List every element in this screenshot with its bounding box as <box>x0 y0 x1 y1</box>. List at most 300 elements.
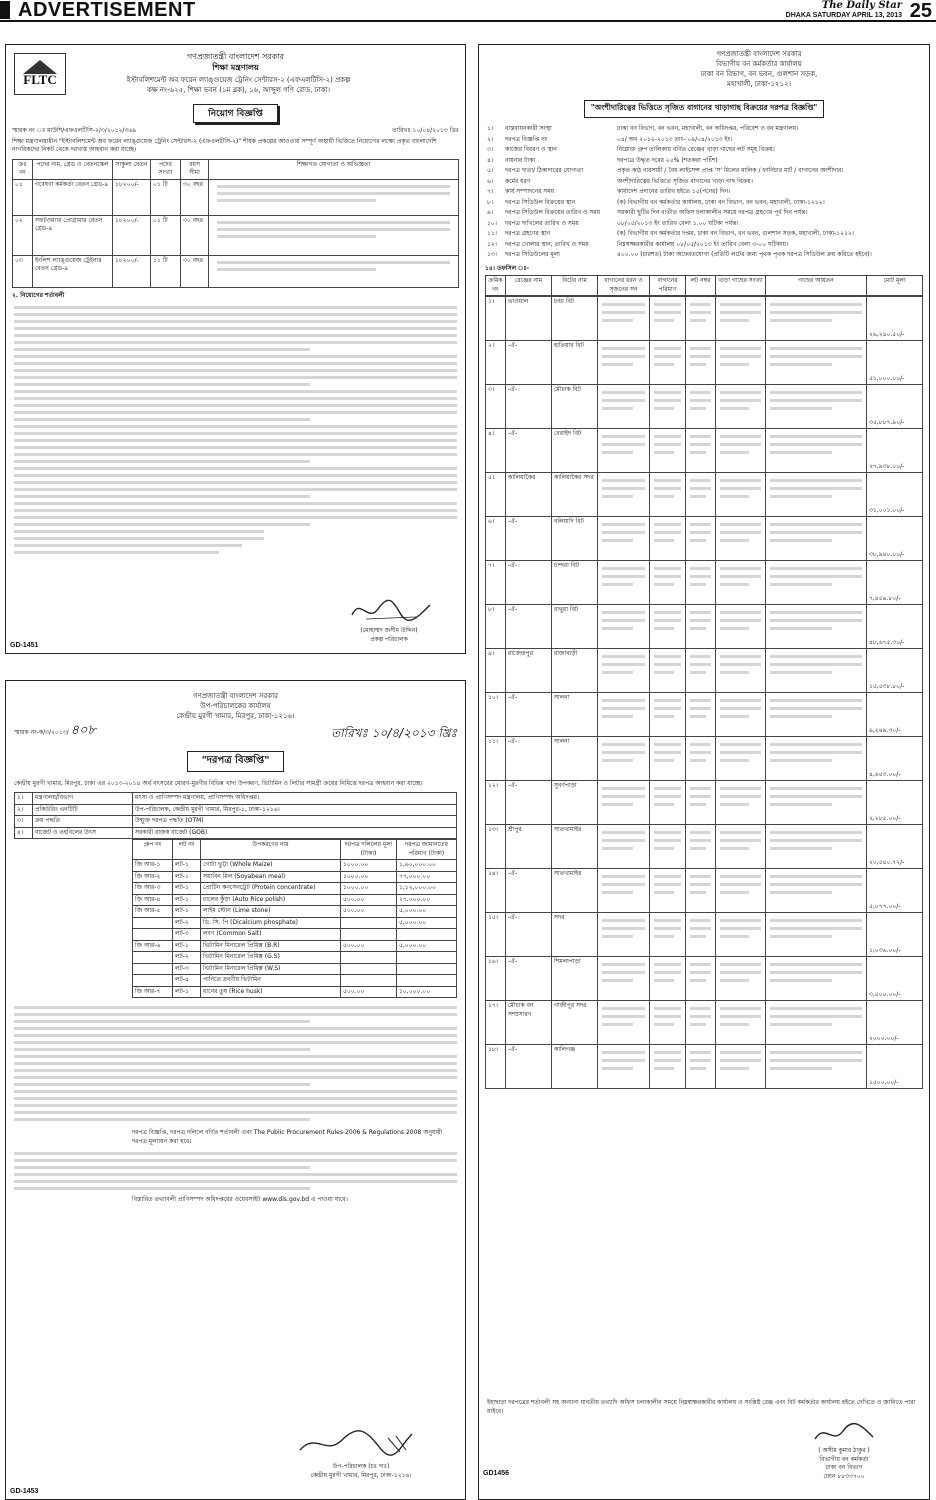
memo-number: স্মারক নং ঃ মাউশি/এফএলটিসি-২/৩/২০১২/৩৬৯ <box>12 127 137 134</box>
cell-group: জি আর-২ <box>133 871 173 883</box>
cell-volume <box>766 473 867 517</box>
cell-plantation <box>598 297 650 341</box>
cell-item: পানিতে দ্রবণীয় ভিটামিন <box>201 975 341 987</box>
cell-sl: ১০। <box>486 693 506 737</box>
cell-item: ভিটামিন মিনারেল প্রিমিক্স (B.R) <box>201 940 341 952</box>
cell-post: ইংলিশ ল্যাঙ্গুয়েজ ট্রেইনার বেতন গ্রেড-৯ <box>33 255 113 287</box>
cell-lot <box>686 913 716 957</box>
logo-text: FLTC <box>23 72 57 87</box>
cell-tree-count <box>716 913 766 957</box>
table-row <box>485 229 923 240</box>
cell-beat: কালিয়াকৈর সদর <box>552 473 598 517</box>
column-header: গ্রুপ নং <box>133 840 173 860</box>
cell-label: মন্ত্রণালয়/বিভাগ <box>33 793 133 805</box>
cell-volume <box>766 605 867 649</box>
cell-area <box>650 341 686 385</box>
cell-tree-count <box>716 429 766 473</box>
column-header: বয়স সীমা <box>181 159 209 179</box>
cell-price: ৫০০.০০ <box>341 986 397 998</box>
project-name: ইস্টাবলিশমেন্ট অব ফরেন ল্যাঙ্গুয়েজ ট্রেনিং সেন্টারস-২ (এফএলটিসি-২) প্রকল্প <box>126 76 351 84</box>
cell-qualification <box>209 215 459 255</box>
cell-label: বায়নার টাকা <box>505 156 536 164</box>
cell-tree-count <box>716 1001 766 1045</box>
cell-plantation <box>598 781 650 825</box>
cell-label: দরপত্র দাখিলের তারিখ ও সময় <box>505 219 579 227</box>
cell-value: প্রকৃত কাঠ ব্যবসায়ী / বৈধ লাইসেন্স প্রাপ্ত 'স' মিলের মালিক / ফার্নিচার মার্ট / বাগানের অংশীদার। <box>617 167 844 174</box>
cell-beat: সালনা <box>552 693 598 737</box>
table-row <box>485 240 923 251</box>
paper-name: The Daily Star <box>821 0 902 11</box>
signatory-name: ( অসীম কুমার ঠাকুর ) <box>818 1447 870 1454</box>
cell-area <box>650 297 686 341</box>
table-row <box>133 963 457 975</box>
cell-beat: শিমলাপাড়া <box>552 957 598 1001</box>
table-header-row <box>133 840 457 860</box>
ad-forest-tender <box>478 44 930 1500</box>
cell-sl: ১২। <box>486 781 506 825</box>
cell-beat: সালনা <box>552 737 598 781</box>
table-row <box>485 187 923 198</box>
cell-tree-count <box>716 561 766 605</box>
cell-range: -ঐ- <box>506 605 552 649</box>
cell-label: কার্য সম্পাদনের সময় <box>505 188 555 195</box>
cell-label: প্রকিউরিং এনটিটি <box>33 804 133 816</box>
table-header-row <box>486 276 923 296</box>
cell-sl: ১। <box>486 297 506 341</box>
column-header: লট নং <box>173 840 201 860</box>
misc-conditions-text <box>6 1146 465 1196</box>
post-table <box>12 159 459 288</box>
cell-total: ৩৫,৮৮৭.৯০/- <box>867 385 923 429</box>
cell-volume <box>766 913 867 957</box>
cell-security: ১০,০০০.০০ <box>397 986 457 998</box>
cell-price <box>341 929 397 941</box>
cell-value: মৎস্য ও প্রাণিসম্পদ মন্ত্রণালয়, প্রাণিসম্পদ অধিদপ্তর। <box>133 793 457 805</box>
signature-mark <box>346 593 436 627</box>
cell-sl: ০২ <box>13 215 33 255</box>
table-row <box>486 693 923 737</box>
cell-beat: গাজীপুর সদর <box>552 1001 598 1045</box>
table-row <box>133 986 457 998</box>
column-header: উপকরণের নাম <box>201 840 341 860</box>
table-row <box>15 804 457 816</box>
cell-area <box>650 825 686 869</box>
cell-item: গোটা ভুট্টা (Whole Maize) <box>201 860 341 872</box>
cell-plantation <box>598 385 650 429</box>
cell-group <box>133 952 173 964</box>
memo-handwritten-no: ৪০৮ <box>70 723 96 738</box>
cell-group: জি আর-৭ <box>133 986 173 998</box>
table-row <box>15 793 457 805</box>
cell-range: -ঐ- <box>506 341 552 385</box>
column-header: দরপত্র জামানতের পরিমাণ (টাকা) <box>397 840 457 860</box>
notice-intro: কেন্দ্রীয় মুরগী খামার, মিরপুর, ঢাকা এর ২০১৩-২০১৪ অর্থ বৎসরের মোরগ-মুরগীর বিভিন্ন খাদ্য উপকরণ, ভিটামিন ও লিটার সামগ্রী ক্রয়ের নিমিত্তে দরপত্র আহবান করা যাচ্ছে। <box>14 779 423 787</box>
ad-code: GD-1451 <box>10 642 39 649</box>
cell-sl: ১১। <box>486 737 506 781</box>
cell-sl: ০১ <box>13 179 33 215</box>
conditions-text <box>6 306 465 554</box>
cell-volume <box>766 825 867 869</box>
table-row <box>485 219 923 230</box>
page-number: 25 <box>909 0 932 22</box>
cell-security: ১,৬০,০০০.০০ <box>397 860 457 872</box>
column-header: মোট মূল্য <box>867 276 923 296</box>
cell-sl: ৮। <box>486 605 506 649</box>
lot-table <box>132 839 457 998</box>
cell-item: ডি. সি. পি (Dicalcium phosphate) <box>201 917 341 929</box>
cell-label: দরপত্র বিজ্ঞপ্তি নং <box>505 135 548 143</box>
header-marker <box>0 1 10 19</box>
table-row <box>485 166 923 177</box>
cell-lot: লট-২ <box>173 917 201 929</box>
cell-total: ৪৮,৬৭৫.৩০/- <box>867 605 923 649</box>
cell-area <box>650 913 686 957</box>
column-header: ক্রমিক নং <box>486 276 506 296</box>
cell-no: ৪। <box>15 827 33 839</box>
cell-lot <box>686 1045 716 1089</box>
cell-lot: লট-৩ <box>173 929 201 941</box>
signatory-name: (মোহাম্মদ জসীম উদ্দিন) <box>360 627 418 634</box>
cell-pay: ১৮২০০/- <box>113 215 151 255</box>
cell-plantation <box>598 957 650 1001</box>
cell-lot <box>686 473 716 517</box>
division-address: মহাখালী, ঢাকা-১২১২। <box>726 80 792 88</box>
cell-lot <box>686 605 716 649</box>
cell-area <box>650 649 686 693</box>
signatory-phone: ফোন ৮৮৩৩৭০০ <box>823 1472 865 1480</box>
table-row <box>486 1001 923 1045</box>
cell-area <box>650 517 686 561</box>
lot-schedule-body <box>485 296 923 1089</box>
table-row <box>13 215 459 255</box>
cell-area <box>650 1001 686 1045</box>
cell-label: দরপত্র গ্রহণের স্থান <box>505 230 551 237</box>
cell-security <box>397 963 457 975</box>
cell-area <box>650 781 686 825</box>
cell-group <box>133 963 173 975</box>
cell-label: কর্মের ধরণ <box>505 177 531 185</box>
cell-total: ২০০০.০০/- <box>867 1001 923 1045</box>
cell-lot <box>686 869 716 913</box>
cell-beat: চান্দরা বিট <box>552 561 598 605</box>
column-header: ক্রঃ নং <box>13 159 33 179</box>
cell-no: ১। <box>487 125 494 132</box>
cell-pay: ১৮২০০/- <box>113 255 151 287</box>
table-row <box>486 957 923 1001</box>
cell-lot <box>686 693 716 737</box>
schedule-label: ১৪। তফসিল ঃ- <box>485 264 530 272</box>
table-row <box>133 952 457 964</box>
cell-beat: রাজাবাড়ী <box>552 649 598 693</box>
cell-lot <box>686 781 716 825</box>
cell-volume <box>766 957 867 1001</box>
cell-price: ৫০০.০০ <box>341 906 397 918</box>
cell-range: -ঐ- <box>506 693 552 737</box>
cell-group: জি আর-৬ <box>133 940 173 952</box>
cell-label: দরপত্র সিডিউল বিক্রয়ের তারিখ ও সময় <box>505 209 601 216</box>
table-row <box>133 894 457 906</box>
cell-sl: ১৩। <box>486 825 506 869</box>
table-row <box>133 917 457 929</box>
cell-plantation <box>598 649 650 693</box>
ad-code: GD-1453 <box>10 1488 39 1495</box>
cell-volume <box>766 1001 867 1045</box>
table-row <box>13 255 459 287</box>
cell-no: ৩। <box>487 146 494 153</box>
cell-age: ৩০ বছর <box>181 255 209 287</box>
cell-value: ঢাকা বন বিভাগ, বন ভবন, মহাখালী, বন অধিদপ্তর, পরিবেশ ও বন মন্ত্রণালয়। <box>617 125 799 132</box>
cell-lot: লট-২ <box>173 952 201 964</box>
cell-count: ০১ টি <box>151 215 181 255</box>
cell-lot: লট-১ <box>173 940 201 952</box>
column-header: শিক্ষাগত যোগ্যতা ও অভিজ্ঞতা <box>209 159 459 179</box>
cell-range: -ঐ- <box>506 385 552 429</box>
cell-count: ০১ টি <box>151 179 181 215</box>
table-row <box>485 124 923 135</box>
cell-area <box>650 737 686 781</box>
cell-sl: ২। <box>486 341 506 385</box>
cell-beat: সাতখামাইর <box>552 869 598 913</box>
cell-value: নিম্নস্বাক্ষরকারীর কার্যালয় ০৮/০৫/২০১৩ ইং তারিখ বেলা ৩-০০ ঘটিকায়। <box>617 240 789 248</box>
column-header: বিটের নাম <box>552 276 598 296</box>
table-row <box>486 517 923 561</box>
cell-lot <box>686 737 716 781</box>
cell-item: লবণ (Common Salt) <box>201 929 341 941</box>
cell-no: ৬। <box>487 177 494 185</box>
column-header: পদের সংখ্যা <box>151 159 181 179</box>
procurement-rules: দরপত্র বিজ্ঞপ্তি, দরপত্র দলিলে বর্ণিত শর্তাবলী এবং The Public Procurement Rules-2006 & Regulations 2008 অনুযায়ী দরপত্র মূল্যায়ন করা হবে। <box>132 1129 443 1145</box>
cell-item: ধানের তুষ (Rice husk) <box>201 986 341 998</box>
cell-value: সরকারী রাজস্ব বাজেট (GOB) <box>133 827 457 839</box>
cell-value: অংশীদারিত্বের ভিত্তিতে সৃজিত বাগানের খাড়া গাছ বিক্রয়। <box>617 177 753 185</box>
cell-sl: ১৭। <box>486 1001 506 1045</box>
cell-total: ২,২৮৫.০০/- <box>867 781 923 825</box>
cell-total: ১৫০০.০০/- <box>867 1045 923 1089</box>
cell-no: ১২। <box>487 240 497 248</box>
cell-age: ৩০ বছর <box>181 179 209 215</box>
cell-total: ১৫,৫৩৮.৮০/- <box>867 649 923 693</box>
notice-title: নিয়োগ বিজ্ঞপ্তি <box>193 104 278 123</box>
cell-range: রাজেন্দ্রপুর <box>506 649 552 693</box>
cell-range: ভাওয়াল <box>506 297 552 341</box>
cell-value: উপ-পরিচালক, কেন্দ্রীয় মুরগী খামার, মিরপুর-১, ঢাকা-১২১৬। <box>133 804 457 816</box>
cell-no: ২। <box>487 135 494 143</box>
cell-label: বাস্তবায়নকারী সংস্থা <box>505 125 552 132</box>
column-header: গাছের আয়তন <box>766 276 867 296</box>
cell-value: নিম্নোক্ত গ্রুপ তালিকায় বর্ণিত রেঞ্জের খাড়া গাছের লট সমূহ বিক্রয়। <box>617 146 775 153</box>
table-row <box>133 860 457 872</box>
cell-volume <box>766 341 867 385</box>
cell-value: কার্যাদেশ প্রদানের তারিখ হইতে ১৫(পনের) দিন। <box>617 188 731 195</box>
column-header: পদের নাম, গ্রেড ও বেতনস্কেল <box>33 159 113 179</box>
signatory-title: প্রকল্প পরিচালক <box>370 635 408 643</box>
table-row <box>486 341 923 385</box>
cell-price: ১০০০.০০ <box>341 883 397 895</box>
cell-label: কাজের বিবরণ ও স্থান <box>505 146 557 153</box>
cell-item: ভিটামিন মিনারেল প্রিমিক্স (W.S) <box>201 963 341 975</box>
cell-plantation <box>598 825 650 869</box>
notice-intro: শিক্ষা মন্ত্রণালয়াধীন "ইস্টাবলিশমেন্ট অব ফরেন ল্যাঙ্গুয়েজ ট্রেনিং সেন্টারস-২ (এফএলটিসি-২)" শীর্ষক প্রকল্পের আওতায় সম্পূর্ণ অস্থায়ী ভিত্তিতে নিয়োগের লক্ষ্যে প্রকৃত বাংলাদেশি নাগরিকদের নিকট থেকে দরখাস্ত আহবান করা যাচ্ছে। <box>12 137 437 153</box>
cell-no: ১। <box>15 793 33 805</box>
cell-lot: লট-৩ <box>173 963 201 975</box>
cell-volume <box>766 1045 867 1089</box>
farm-address: কেন্দ্রীয় মুরগী খামার, মিরপুর, ঢাকা-১২১৬। <box>176 712 295 720</box>
notice-date: তারিখঃ ১০/৪/২০১৩ খ্রিঃ <box>331 726 457 740</box>
cell-qualification <box>209 179 459 215</box>
cell-lot: লট-১ <box>173 906 201 918</box>
table-row <box>486 605 923 649</box>
cell-total: ৪,৬৫৩.০০/- <box>867 737 923 781</box>
table-row <box>485 198 923 209</box>
cell-sl: ১৪। <box>486 869 506 913</box>
table-row <box>485 208 923 219</box>
cell-range: -ঐ- <box>506 913 552 957</box>
cell-no: ১১। <box>487 230 497 237</box>
cell-price <box>341 975 397 987</box>
cell-area <box>650 957 686 1001</box>
cell-lot <box>686 385 716 429</box>
cell-sl: ১৮। <box>486 1045 506 1089</box>
cell-security: ৫,০০০.০০ <box>397 906 457 918</box>
cell-no: ৮। <box>487 198 494 206</box>
cell-label: দরপত্র দাতা/ ঠিকাদারের যোগ্যতা <box>505 167 584 174</box>
cell-area <box>650 473 686 517</box>
cell-lot <box>686 429 716 473</box>
cell-lot: লট-১ <box>173 986 201 998</box>
cell-item: লাইম স্টোন (Lime stone) <box>201 906 341 918</box>
cell-price: ৫০০.০০ <box>341 940 397 952</box>
cell-total: ৩৮,৯৪০.০০/- <box>867 517 923 561</box>
cell-pay: ১৮২০০/- <box>113 179 151 215</box>
cell-beat: হাতিয়াব বিট <box>552 341 598 385</box>
cell-tree-count <box>716 605 766 649</box>
cell-beat: সদর <box>552 913 598 957</box>
column-header: লট নম্বর <box>686 276 716 296</box>
cell-no: ৩। <box>15 816 33 828</box>
memo-number: স্মারক নং-ক/৩/২০১৩/ <box>14 729 69 736</box>
cell-lot <box>686 825 716 869</box>
cell-range: -ঐ- <box>506 869 552 913</box>
cell-plantation <box>598 473 650 517</box>
cell-tree-count <box>716 869 766 913</box>
cell-item: ভিটামিন মিনারেল প্রিমিক্স (G.S) <box>201 952 341 964</box>
table-row <box>486 297 923 341</box>
cell-value: (ক) বিভাগীয় বন কর্মকর্তার কার্যালয়, ঢাকা বন বিভাগ, বন ভবন, মহাখালী, ঢাকা-১২১২। <box>617 198 825 206</box>
cell-sl: ৯। <box>486 649 506 693</box>
cell-no: ২। <box>15 804 33 816</box>
cell-area <box>650 429 686 473</box>
division-name: ঢাকা বন বিভাগ, বন ভবন, গুলশান সড়ক, <box>700 70 818 78</box>
table-row <box>133 929 457 941</box>
ad-recruitment <box>5 44 466 654</box>
cell-label: দরপত্র খোলার স্থান, তারিখ ও সময় <box>505 240 589 248</box>
cell-lot: লট-৪ <box>173 975 201 987</box>
officer-name: বিভাগীয় বন কর্মকর্তার কার্যালয় <box>716 60 802 68</box>
cell-group: জি আর-৩ <box>133 883 173 895</box>
cell-plantation <box>598 605 650 649</box>
cell-plantation <box>598 1045 650 1089</box>
cell-tree-count <box>716 297 766 341</box>
column-header: রেঞ্জের নাম <box>506 276 552 296</box>
cell-sl: ১৬। <box>486 957 506 1001</box>
cell-no: ৫। <box>487 167 494 174</box>
masthead <box>786 1 902 21</box>
cell-sl: ৩। <box>486 385 506 429</box>
cell-beat: চন্দ্রা বিট <box>552 297 598 341</box>
cell-tree-count <box>716 517 766 561</box>
cell-security: ৫,০০০.০০ <box>397 940 457 952</box>
cell-post: গবেষণা কর্মকর্তা বেতন গ্রেড-৯ <box>33 179 113 215</box>
paper-date: DHAKA SATURDAY APRIL 13, 2013 <box>785 12 902 19</box>
cell-beat: বলিয়াদি বিট <box>552 517 598 561</box>
cell-range: -ঐ- <box>506 781 552 825</box>
table-row <box>486 1045 923 1089</box>
cell-count: ১১ টি <box>151 255 181 287</box>
cell-total: ২০,৫৪০.৭২/- <box>867 825 923 869</box>
lot-schedule-table <box>485 275 923 296</box>
cell-plantation <box>598 737 650 781</box>
cell-area <box>650 385 686 429</box>
cell-label: বাজেট ও তহবিলের উৎস <box>33 827 133 839</box>
cell-plantation <box>598 913 650 957</box>
table-row <box>486 869 923 913</box>
cell-beat: সুবর্ণপাড়া <box>552 781 598 825</box>
cell-volume <box>766 737 867 781</box>
notice-date: তারিখঃ ১০/০৪/২০১৩ খ্রিঃ <box>392 127 459 134</box>
cell-tree-count <box>716 649 766 693</box>
table-row <box>486 781 923 825</box>
cell-lot: লট-১ <box>173 860 201 872</box>
cell-volume <box>766 649 867 693</box>
cell-value: ০৮/০৫/২০১৩ ইং তারিখ বেলা ১.০০ ঘটিকা পর্যন্ত। <box>617 219 739 227</box>
cell-security <box>397 952 457 964</box>
column-header: বাগানের পরিমাণ <box>650 276 686 296</box>
cell-sl: ৪। <box>486 429 506 473</box>
ad-code: GD1456 <box>483 1470 510 1477</box>
ministry-name: শিক্ষা মন্ত্রণালয় <box>212 63 259 72</box>
cell-range: -ঐ- <box>506 1045 552 1089</box>
cell-price: ১০০০.০০ <box>341 860 397 872</box>
cell-no: ১৩। <box>487 251 497 258</box>
cell-lot <box>686 1001 716 1045</box>
cell-label: দরপত্র সিডিউল বিক্রয়ের স্থান <box>505 198 576 206</box>
signature-mark <box>809 1421 879 1447</box>
table-row <box>133 906 457 918</box>
cell-volume <box>766 517 867 561</box>
cell-tree-count <box>716 825 766 869</box>
cell-range: -ঐ- <box>506 517 552 561</box>
cell-total: ৭,৪৫৯.৮০/- <box>867 561 923 605</box>
table-row <box>485 156 923 167</box>
cell-age: ৩০ বছর <box>181 215 209 255</box>
cell-no: ৭। <box>487 188 494 195</box>
section-title: ADVERTISEMENT <box>18 0 196 21</box>
cell-area <box>650 693 686 737</box>
cell-volume <box>766 297 867 341</box>
cell-sl: ০৩ <box>13 255 33 287</box>
cell-group <box>133 975 173 987</box>
cell-value: ৪০০.০০ (চারশত) টাকা অফেরতযোগ্য (প্রতিটি লটের জন্য পৃথক পৃথক দরপত্র সিডিউল ক্রয় করিতে হইবে)। <box>617 251 872 258</box>
cell-area <box>650 605 686 649</box>
cell-lot <box>686 341 716 385</box>
cell-lot: লট-১ <box>173 894 201 906</box>
cell-plantation <box>598 693 650 737</box>
cell-lot <box>686 297 716 341</box>
table-row <box>486 429 923 473</box>
cell-sl: ৫। <box>486 473 506 517</box>
table-row <box>15 816 457 828</box>
cell-post: সফটওয়্যার প্রোগ্রামার বেতন গ্রেড-৯ <box>33 215 113 255</box>
